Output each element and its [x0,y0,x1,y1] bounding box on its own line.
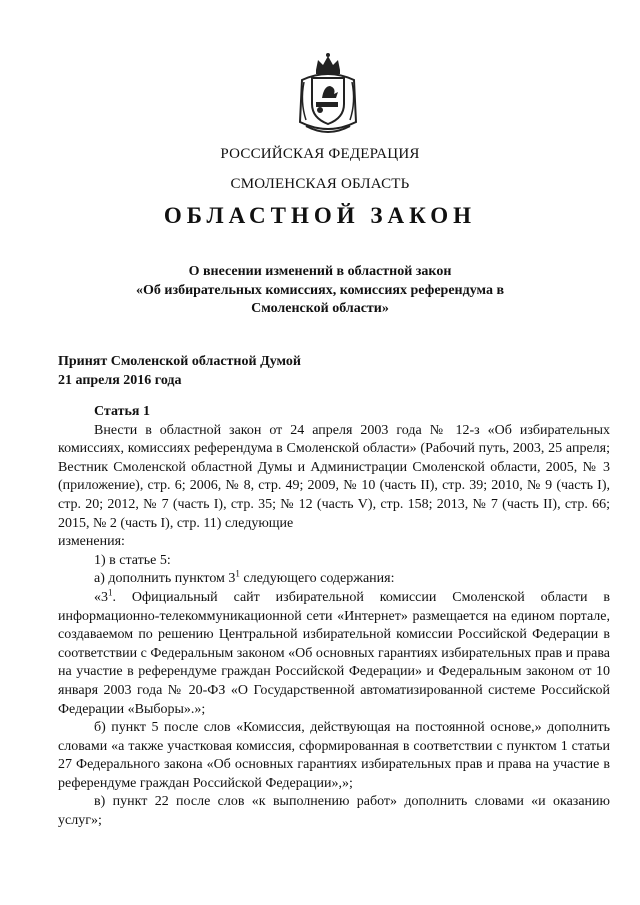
text-run: «3 [94,589,108,605]
paragraph: б) пункт 5 после слов «Комиссия, действующая на постоянной основе,» дополнить словами «а также участковая комиссия, сформированная в соответствии с пунктом 1 статьи 27 Федерального закона «Об основных гарантиях избирательных прав и права на участие в референдуме граждан Российской Федерации»,»; [58,720,610,791]
paragraph [58,570,610,589]
law-title-line: Смоленской области» [251,301,389,316]
federation-heading: РОССИЙСКАЯ ФЕДЕРАЦИЯ [220,146,420,162]
law-title-line: «Об избирательных комиссиях, комиссиях референдума в [135,282,505,298]
paragraph: в) пункт 22 после слов «к выполнению работ» дополнить словами «и оказанию услуг»; [58,794,610,829]
text-run: а) дополнить пунктом 3 [94,571,236,587]
superscript: 1 [108,587,113,598]
adoption-note [58,352,301,390]
law-type-heading: ОБЛАСТНОЙ ЗАКОН [163,203,477,228]
paragraph: 1) в статье 5: [94,552,171,568]
law-title-line: О внесении изменений в областной закон [188,264,452,279]
superscript: 1 [235,568,240,579]
adoption-date: 21 апреля 2016 года [58,373,182,388]
region-heading: СМОЛЕНСКАЯ ОБЛАСТЬ [230,176,410,192]
text-run: следующего содержания: [239,571,395,587]
paragraph [58,589,610,719]
paragraph: Внести в областной закон от 24 апреля 2003 года № 12-з «Об избирательных комиссиях, комиссиях референдума в Смоленской области» (Рабочий путь, 2003, 25 апреля; Вестник Смоленской областной Думы и Администрации Смоленской области, 2005, № 3 (приложение), стр. 6; 2006, № 8, стр. 49; 2009, № 10 (часть II), стр. 39; 2010, № 9 (часть I), стр. 20; 2012, № 7 (часть I), стр. 35; № 12 (часть V), стр. 158; 2013, № 7 (часть II), стр. 66; 2015, № 2 (часть I), стр. 11) следующие [58,422,610,531]
law-title [110,263,530,319]
text-run: . Официальный сайт избирательной комиссии Смоленской области в информационно-телекоммуникационной сети «Интернет» размещается на едином портале, создаваемом по решению Центральной избирательной комиссии Российской Федерации в соответствии с Федеральным законом «Об основных гарантиях избирательных прав и права на участие в референдуме граждан Российской Федерации» и Федеральным законом от 10 января 2003 года № 20-ФЗ «О Государственной автоматизированной системе Российской Федерации «Выборы».»; [58,589,610,717]
article-heading: Статья 1 [94,404,150,419]
smolensk-coat-of-arms-icon [296,52,360,138]
adoption-body: Принят Смоленской областной Думой [58,354,301,369]
article-body [58,403,610,831]
paragraph: изменения: [58,534,125,550]
